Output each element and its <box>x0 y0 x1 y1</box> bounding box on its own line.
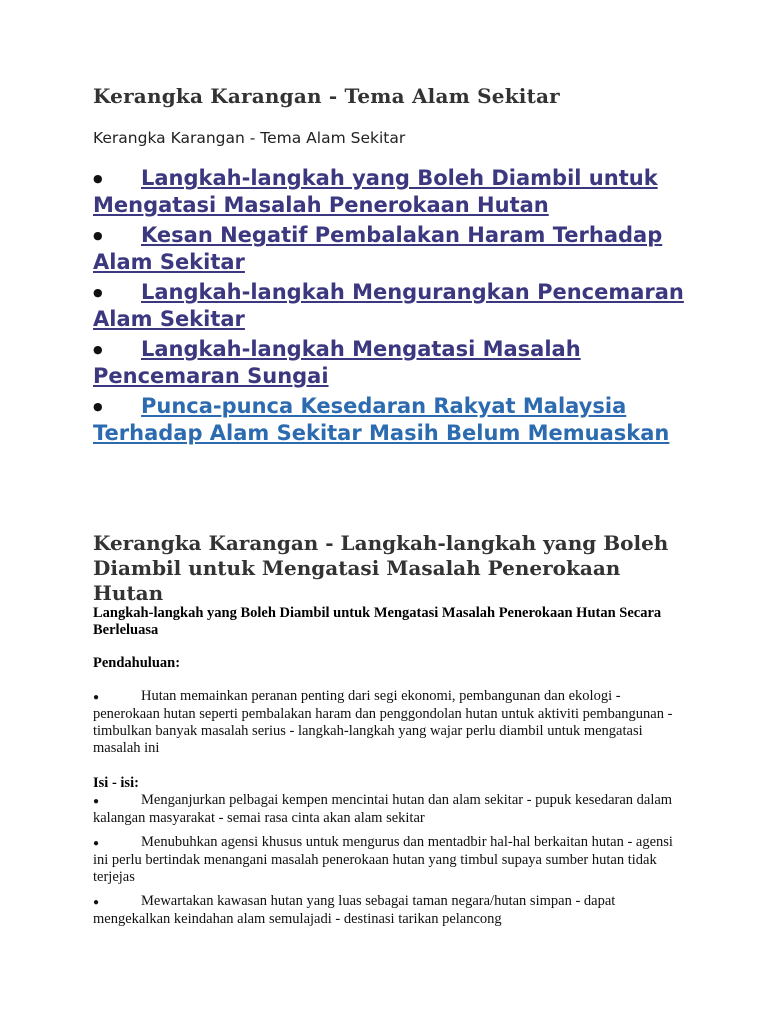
intro-point: Hutan memainkan peranan penting dari segi ekonomi, pembangunan dan ekologi - penerokaan hutan seperti pembalakan haram dan penggondolan hutan untuk aktiviti pembangunan - timbulkan banyak masalah serius - langkah-langkah yang wajar perlu diambil untuk mengatasi masalah ini <box>93 688 673 756</box>
body-point: Mewartakan kawasan hutan yang luas sebagai taman negara/hutan simpan - dapat mengekalkan keindahan alam semulajadi - destinasi tarikan pelancong <box>93 893 616 927</box>
link-item <box>93 336 693 390</box>
bullet-icon: ● <box>93 692 100 703</box>
intro-label: Pendahuluan: <box>93 655 181 671</box>
body-point: Menubuhkan agensi khusus untuk mengurus dan mentadbir hal-hal berkaitan hutan - agensi ini perlu bertindak menangani masalah penerokaan hutan yang timbul supaya sumber hutan tidak terjejas <box>93 834 673 885</box>
list-item <box>93 834 683 886</box>
bullet-icon: ● <box>93 286 103 299</box>
link-langkah-penerokaan-hutan[interactable]: Langkah-langkah yang Boleh Diambil untuk Mengatasi Masalah Penerokaan Hutan <box>93 166 658 217</box>
body-label: Isi - isi: <box>93 775 139 791</box>
bullet-icon: ● <box>93 343 103 356</box>
page-title: Kerangka Karangan - Tema Alam Sekitar <box>93 84 560 108</box>
link-mengurangkan-pencemaran[interactable]: Langkah-langkah Mengurangkan Pencemaran Alam Sekitar <box>93 280 684 331</box>
body-list <box>93 792 683 935</box>
bullet-icon: ● <box>93 400 103 413</box>
link-pencemaran-sungai[interactable]: Langkah-langkah Mengatasi Masalah Pencemaran Sungai <box>93 337 581 388</box>
article-title: Kerangka Karangan - Langkah-langkah yang Boleh Diambil untuk Mengatasi Masalah Penerokaan Hutan <box>93 531 669 605</box>
page-subtitle: Kerangka Karangan - Tema Alam Sekitar <box>93 129 406 147</box>
bullet-icon: ● <box>93 838 100 849</box>
list-item <box>93 893 683 928</box>
bullet-icon: ● <box>93 796 100 807</box>
related-links-list <box>93 165 693 450</box>
bullet-icon: ● <box>93 229 103 242</box>
link-item <box>93 279 693 333</box>
bullet-icon: ● <box>93 172 103 185</box>
list-item <box>93 792 683 827</box>
link-kesan-pembalakan-haram[interactable]: Kesan Negatif Pembalakan Haram Terhadap Alam Sekitar <box>93 223 663 274</box>
link-kesedaran-rakyat[interactable]: Punca-punca Kesedaran Rakyat Malaysia Terhadap Alam Sekitar Masih Belum Memuaskan <box>93 394 670 445</box>
link-item <box>93 222 693 276</box>
link-item <box>93 393 693 447</box>
link-item <box>93 165 693 219</box>
intro-list <box>93 688 683 764</box>
body-point: Menganjurkan pelbagai kempen mencintai hutan dan alam sekitar - pupuk kesedaran dalam kalangan masyarakat - semai rasa cinta akan alam sekitar <box>93 792 673 826</box>
list-item <box>93 688 683 757</box>
article-subheading: Langkah-langkah yang Boleh Diambil untuk Mengatasi Masalah Penerokaan Hutan Secara Berleluasa <box>93 605 662 638</box>
bullet-icon: ● <box>93 897 100 908</box>
